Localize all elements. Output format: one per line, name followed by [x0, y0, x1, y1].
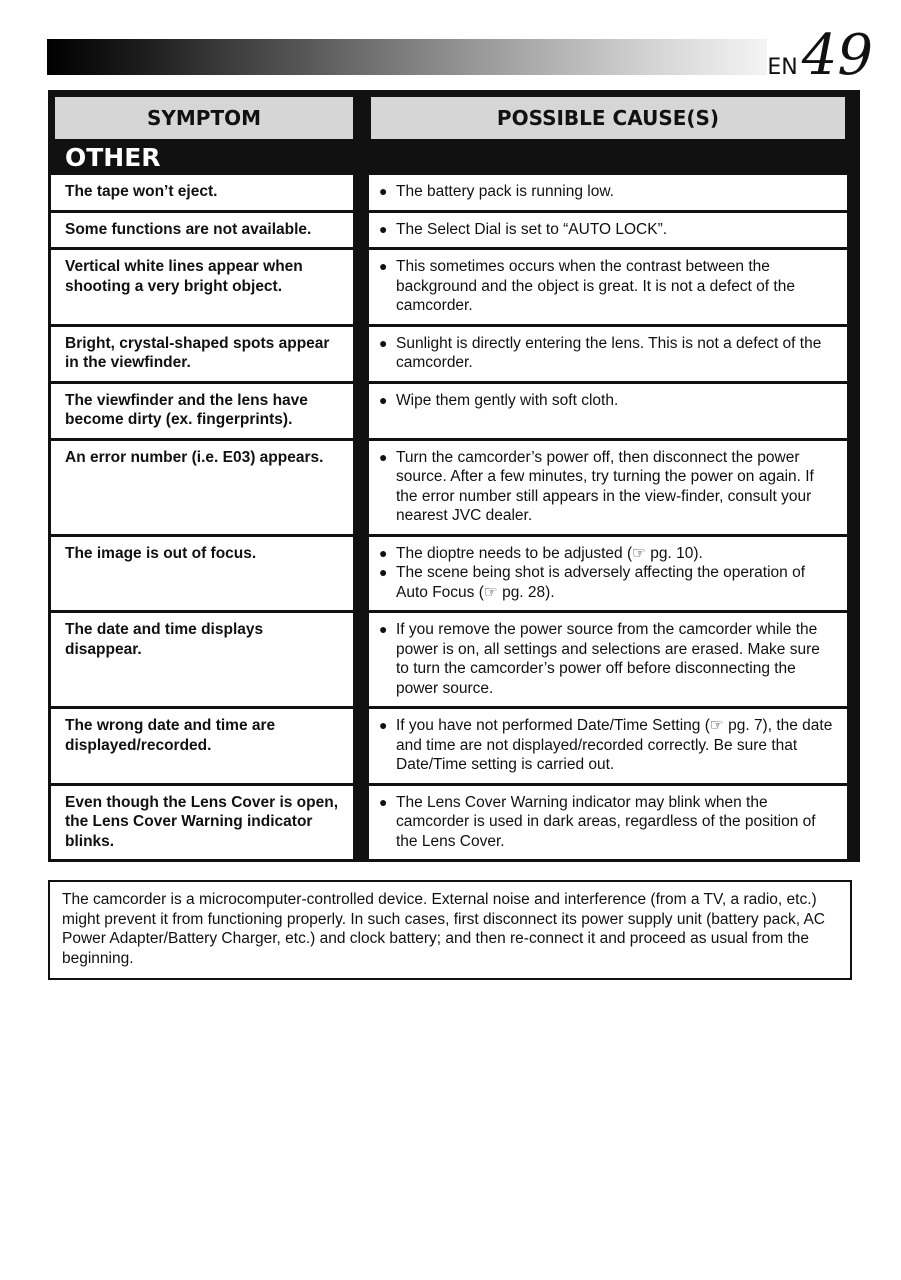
- bullet-icon: ●: [379, 793, 388, 810]
- symptom-cell: Vertical white lines appear when shooting a very bright object.: [51, 250, 353, 324]
- page-number-value: 49: [801, 23, 873, 88]
- cause-text: The dioptre needs to be adjusted (☞ pg. 10).: [396, 544, 703, 562]
- cause-text: The Lens Cover Warning indicator may blink when the camcorder is used in dark areas, regardless of the position of the Lens Cover.: [396, 793, 816, 850]
- symptom-cell: The image is out of focus.: [51, 537, 353, 611]
- cause-cell: [369, 213, 847, 248]
- table-row: [51, 610, 857, 706]
- cause-bullet: [379, 257, 833, 316]
- bullet-icon: ●: [379, 448, 388, 465]
- table-header: [51, 93, 857, 139]
- symptom-cell: An error number (i.e. E03) appears.: [51, 441, 353, 534]
- cause-bullet: [379, 716, 833, 775]
- cause-bullet: [379, 334, 833, 373]
- bullet-icon: ●: [379, 621, 388, 637]
- table-row: [51, 381, 857, 438]
- section-title: OTHER: [51, 139, 857, 175]
- cause-cell: [369, 384, 847, 438]
- cause-cell: [369, 786, 847, 860]
- bullet-icon: ●: [379, 258, 388, 274]
- symptom-cell: The wrong date and time are displayed/recorded.: [51, 709, 353, 783]
- cause-bullet: [379, 220, 833, 240]
- cause-text: The scene being shot is adversely affecting the operation of Auto Focus (☞ pg. 28).: [396, 564, 806, 601]
- cause-bullet: [379, 793, 833, 852]
- cause-bullet: [379, 620, 833, 698]
- cause-cell: [369, 441, 847, 534]
- cause-bullet: [379, 182, 833, 202]
- bullet-icon: ●: [379, 334, 388, 351]
- bullet-icon: ●: [379, 717, 388, 733]
- header-gradient-bar: [47, 39, 767, 75]
- bullet-icon: ●: [379, 391, 388, 408]
- bullet-icon: ●: [379, 544, 388, 561]
- symptom-cell: The date and time displays disappear.: [51, 613, 353, 706]
- cause-cell: [369, 327, 847, 381]
- table-row: [51, 210, 857, 248]
- cause-text: The battery pack is running low.: [396, 183, 614, 200]
- note-box: The camcorder is a microcomputer-controlled device. External noise and interference (from a TV, a radio, etc.) might prevent it from functioning properly. In such cases, first disconnect its power supply unit (battery pack, AC Power Adapter/Battery Charger, etc.) and clock battery; and then re-connect it and proceed as usual from the beginning.: [48, 880, 852, 980]
- page-number: [767, 23, 873, 88]
- cause-text: If you remove the power source from the camcorder while the power is on, all settings and selections are erased. Make sure to turn the camcorder’s power off before disconnecting the power source.: [396, 621, 820, 697]
- cause-text: This sometimes occurs when the contrast between the background and the object is great. It is not a defect of the camcorder.: [396, 258, 795, 314]
- cause-text: The Select Dial is set to “AUTO LOCK”.: [396, 220, 668, 238]
- symptom-cell: Even though the Lens Cover is open, the Lens Cover Warning indicator blinks.: [51, 786, 353, 860]
- cause-text: If you have not performed Date/Time Setting (☞ pg. 7), the date and time are not displayed/recorded correctly. Be sure that Date/Time setting is carried out.: [396, 717, 833, 773]
- cause-text: Turn the camcorder’s power off, then disconnect the power source. After a few minutes, try turning the power on again. If the error number still appears in the view-finder, consult your nearest JVC dealer.: [396, 448, 814, 524]
- bullet-icon: ●: [379, 220, 388, 237]
- bullet-icon: ●: [379, 564, 388, 580]
- cause-cell: [369, 537, 847, 611]
- cause-bullet: [379, 563, 833, 602]
- table-row: [51, 324, 857, 381]
- troubleshooting-table: [48, 90, 860, 862]
- cause-bullet: [379, 391, 833, 411]
- table-row: [51, 175, 857, 210]
- table-body: [51, 175, 857, 859]
- cause-header: POSSIBLE CAUSE(S): [371, 97, 845, 139]
- table-row: [51, 534, 857, 611]
- table-row: [51, 247, 857, 324]
- bullet-icon: ●: [379, 183, 388, 199]
- cause-cell: [369, 613, 847, 706]
- cause-bullet: [379, 448, 833, 526]
- symptom-cell: The tape won’t eject.: [51, 175, 353, 210]
- symptom-header: SYMPTOM: [55, 97, 353, 139]
- table-row: [51, 438, 857, 534]
- symptom-cell: The viewfinder and the lens have become dirty (ex. fingerprints).: [51, 384, 353, 438]
- symptom-cell: Some functions are not available.: [51, 213, 353, 248]
- cause-bullet: [379, 544, 833, 564]
- cause-cell: [369, 709, 847, 783]
- cause-text: Sunlight is directly entering the lens. This is not a defect of the camcorder.: [396, 334, 822, 371]
- symptom-cell: Bright, crystal-shaped spots appear in the viewfinder.: [51, 327, 353, 381]
- table-row: [51, 783, 857, 860]
- language-code: EN: [767, 55, 798, 80]
- cause-text: Wipe them gently with soft cloth.: [396, 391, 619, 409]
- cause-cell: [369, 175, 847, 210]
- cause-cell: [369, 250, 847, 324]
- table-row: [51, 706, 857, 783]
